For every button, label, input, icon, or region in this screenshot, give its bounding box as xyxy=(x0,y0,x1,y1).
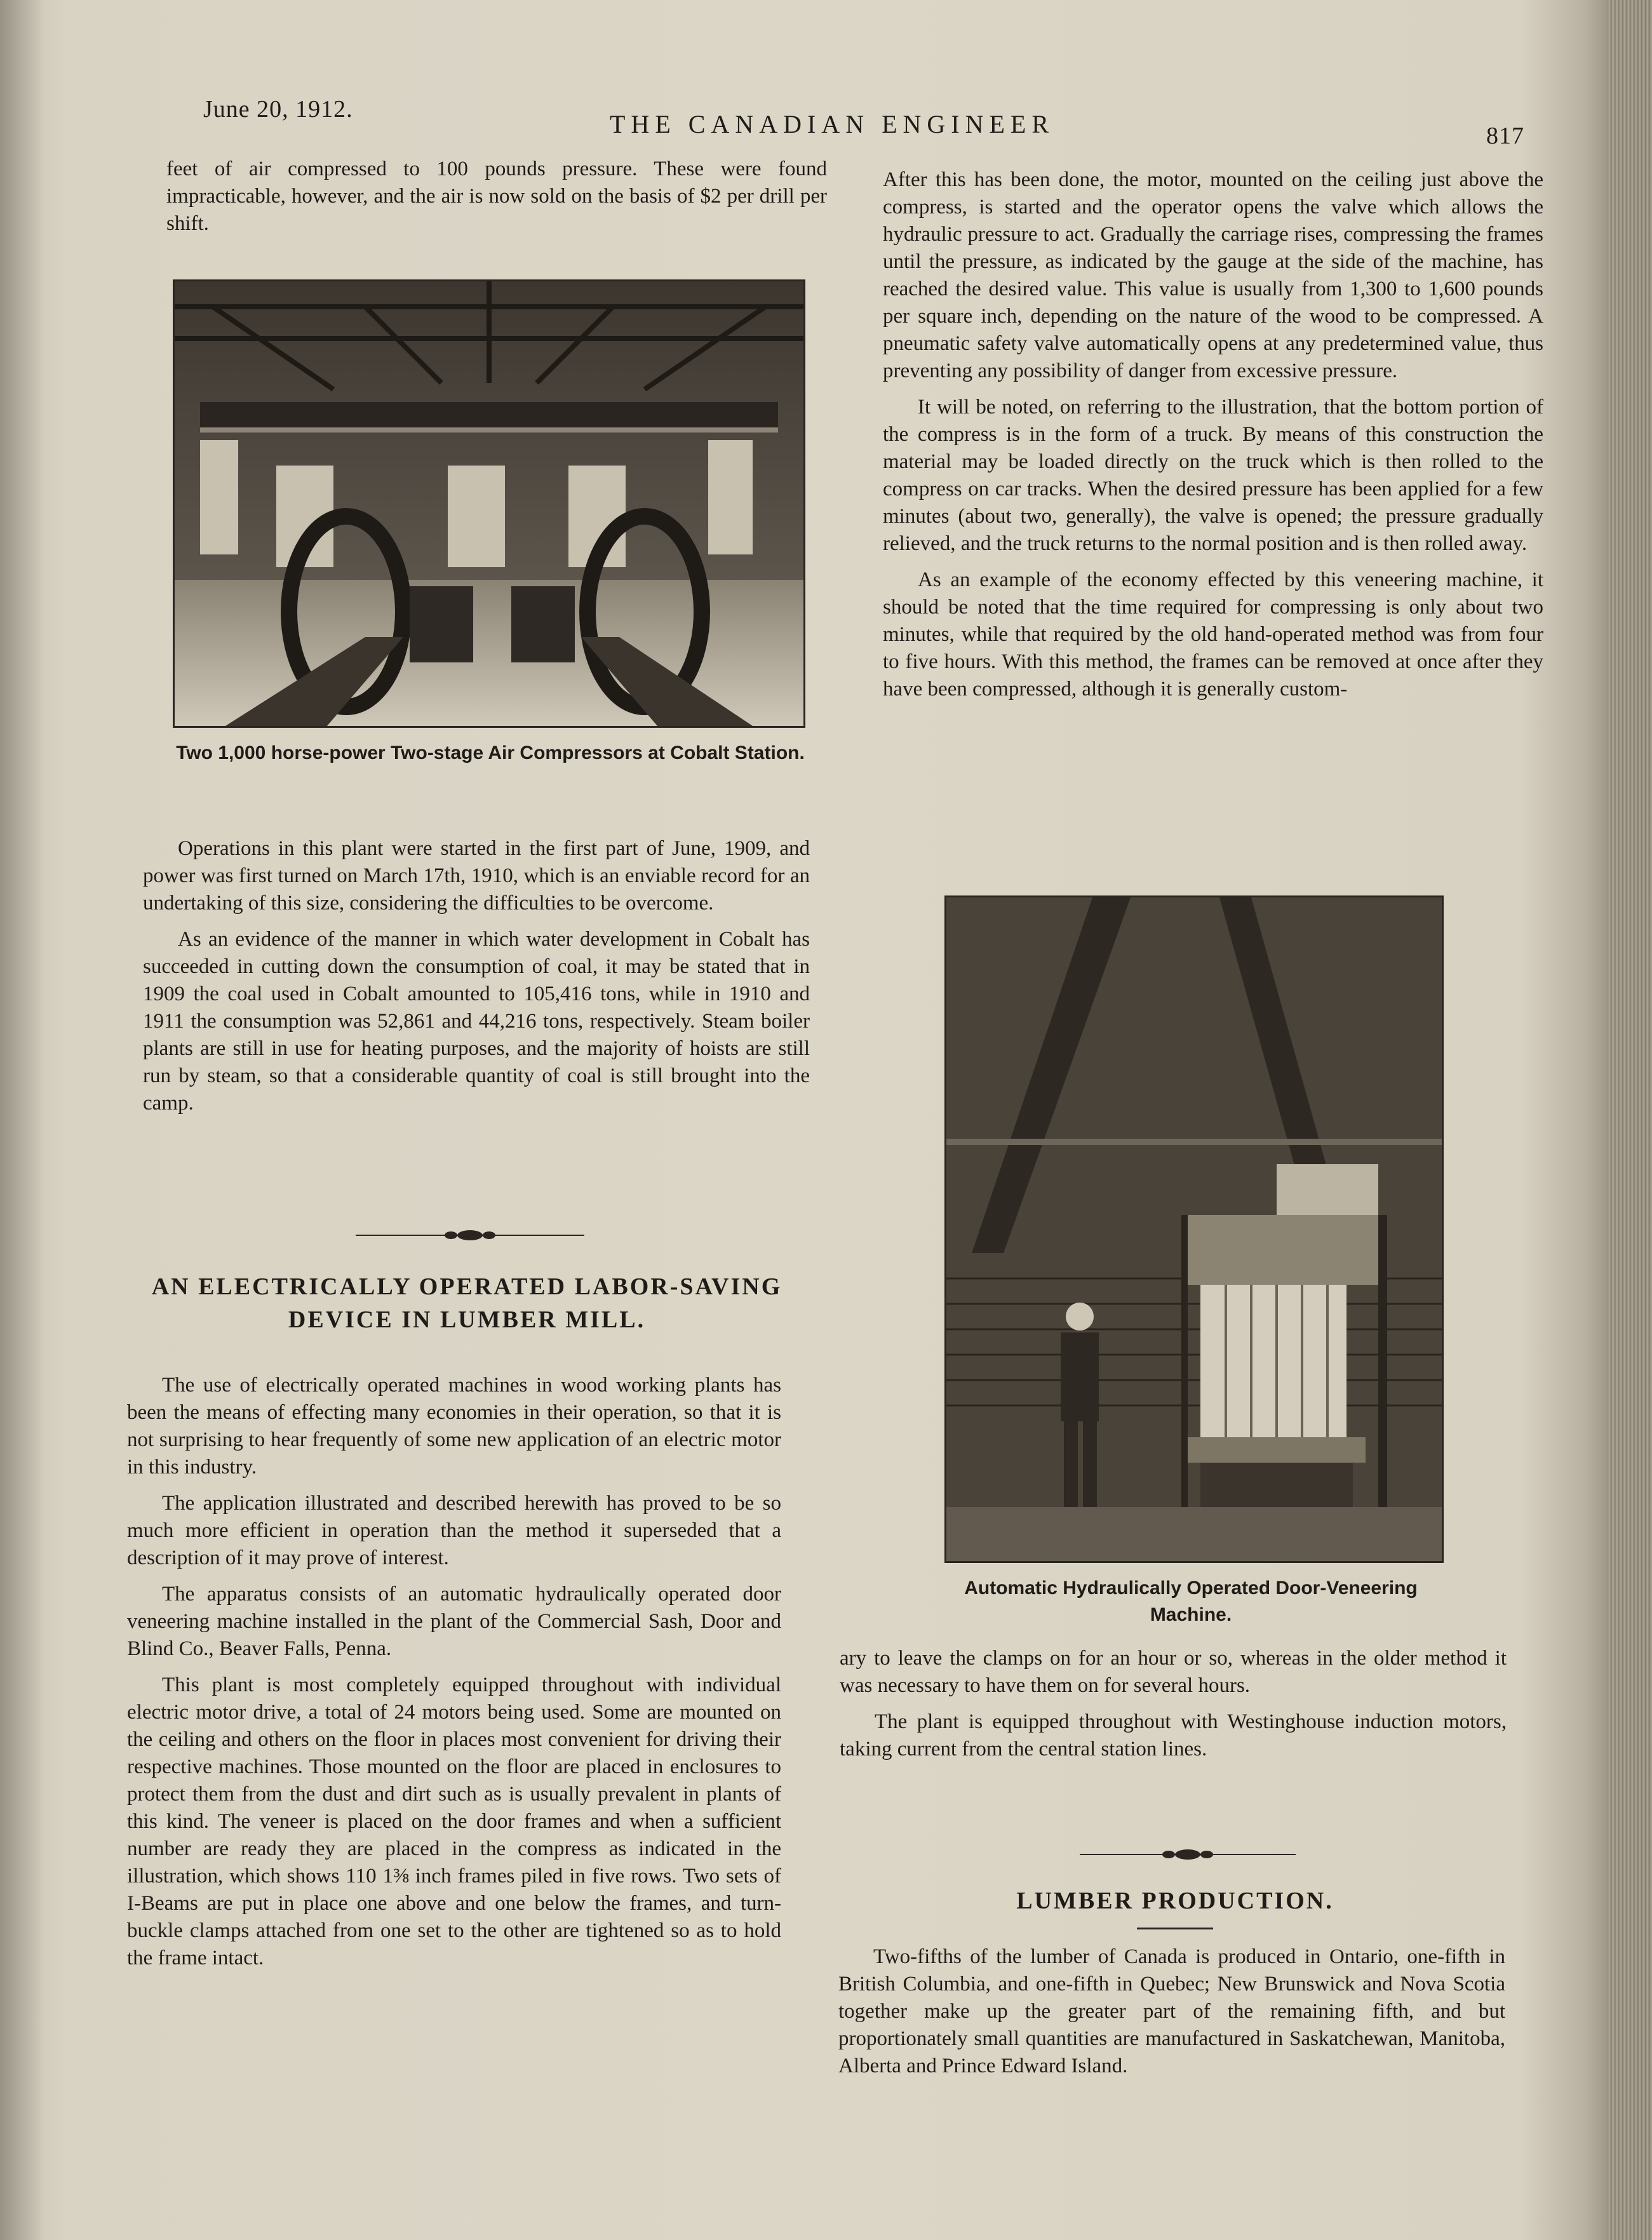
intro-paragraph: feet of air compressed to 100 pounds pressure. These were found impracticable, however, and the air is now sold on the basis of $2 per drill per shift. xyxy=(166,158,827,235)
left-body-upper xyxy=(143,835,810,1126)
paragraph-use: The use of electrically operated machines in wood working plants has been the means of effecting many economies in their operation, so that it is not surprising to hear frequently of some new application of an electric motor in this industry. xyxy=(127,1374,781,1479)
air-compressors-photo xyxy=(173,279,805,728)
paragraph-plant: This plant is most completely equipped throughout with individual electric motor drive, a total of 24 motors being used. Some are mounted on the ceiling and others on the floor in places most convenient for driving their respective machines. Those mounted on the floor are placed in enclosures to protect them from the dust and dirt such as is usually prevalent in plants of this kind. The veneer is placed on the door frames and when a sufficient number are ready they are placed in the compress as indicated in the illustration, which shows 110 1⅜ inch frames piled in five rows. Two sets of I-Beams are put in place one above and one below the frames, and turn-buckle clamps attached from one set to the other are tightened so as to hold the frame intact. xyxy=(127,1673,781,1969)
paragraph-operations: Operations in this plant were started in the first part of June, 1909, and power was first turned on March 17th, 1910, which is an enviable record for an undertaking of this size, considering the difficulties to be overcome. xyxy=(143,837,810,915)
page-number: 817 xyxy=(1486,123,1524,149)
lumber-heading: LUMBER PRODUCTION. xyxy=(1016,1888,1334,1914)
article-heading-line1: AN ELECTRICALLY OPERATED LABOR-SAVING xyxy=(151,1273,782,1300)
section-divider-ornament-2 xyxy=(1080,1842,1296,1867)
figure1-caption: Two 1,000 horse-power Two-stage Air Compressors at Cobalt Station. xyxy=(176,742,805,763)
paragraph-apparatus: The apparatus consists of an automatic hydraulically operated door veneering machine installed in the plant of the Commercial Sash, Door and Blind Co., Beaver Falls, Penna. xyxy=(127,1583,781,1660)
paragraph-ary: ary to leave the clamps on for an hour or so, whereas in the older method it was necessary to have them on for several hours. xyxy=(840,1647,1507,1697)
binding-shadow xyxy=(0,0,44,2240)
paragraph-evidence: As an evidence of the manner in which water development in Cobalt has succeeded in cutting down the consumption of coal, it may be stated that in 1909 the coal used in Cobalt amounted to 105,416 tons, while in 1910 and 1911 the consumption was 52,861 and 44,216 tons, respectively. Steam boiler plants are still in use for heating purposes, and the majority of hoists are still run by steam, so that a considerable quantity of coal is still brought into the camp. xyxy=(143,928,810,1115)
section-divider-ornament xyxy=(356,1223,584,1248)
paragraph-after: After this has been done, the motor, mounted on the ceiling just above the compress, is started and the operator opens the valve which allows the hydraulic pressure to act. Gradually the carriage rises, compressing the frames until the pressure, as indicated by the gauge at the side of the machine, has reached the desired value. This value is usually from 1,300 to 1,600 pounds per square inch, depending on the nature of the wood to be compressed. A pneumatic safety valve automatically opens at any predetermined value, thus preventing any possibility of danger from excessive pressure. xyxy=(883,168,1543,382)
paragraph-noted: It will be noted, on referring to the illustration, that the bottom portion of the compress is in the form of a truck. By means of this construction the material may be loaded directly on the truck which is then rolled to the compress on car tracks. When the desired pressure has been applied for a few minutes (about two, generally), the valve is opened; the pressure gradually relieved, and the truck returns to the normal position and is then rolled away. xyxy=(883,396,1543,555)
lumber-heading-rule xyxy=(1137,1928,1213,1929)
right-body-lumber xyxy=(838,1943,1505,2089)
compressor-room-illustration xyxy=(175,281,803,726)
right-body-upper xyxy=(883,166,1543,712)
paragraph-equipped: The plant is equipped throughout with Westinghouse induction motors, taking current from the central station lines. xyxy=(840,1710,1507,1760)
right-body-middle xyxy=(840,1645,1507,1772)
left-intro xyxy=(166,156,827,246)
article-heading-line2: DEVICE IN LUMBER MILL. xyxy=(288,1306,646,1333)
article-heading xyxy=(130,1270,803,1336)
figure2-caption: Automatic Hydraulically Operated Door-Veneering Machine. xyxy=(964,1578,1418,1625)
page-edges xyxy=(1608,0,1652,2240)
journal-title: THE CANADIAN ENGINEER xyxy=(610,110,1055,138)
veneering-machine-photo xyxy=(944,895,1444,1563)
veneering-machine-illustration xyxy=(946,897,1442,1561)
issue-date: June 20, 1912. xyxy=(203,96,353,123)
paragraph-lumber: Two-fifths of the lumber of Canada is produced in Ontario, one-fifth in British Columbia, and one-fifth in Quebec; New Brunswick and Nova Scotia together make up the greater part of the remaining fifth, and but proportionately small quantities are manufactured in Saskatchewan, Manitoba, Alberta and Prince Edward Island. xyxy=(838,1945,1505,2077)
paragraph-example: As an example of the economy effected by this veneering machine, it should be noted that the time required for compressing is only about two minutes, while that required by the old hand-operated method was from four to five hours. With this method, the frames can be removed at once after they have been compressed, although it is generally custom- xyxy=(883,568,1543,701)
left-body-lower xyxy=(127,1372,781,1981)
paragraph-application: The application illustrated and described herewith has proved to be so much more efficient in operation than the method it superseded that a description of it may prove of interest. xyxy=(127,1492,781,1569)
